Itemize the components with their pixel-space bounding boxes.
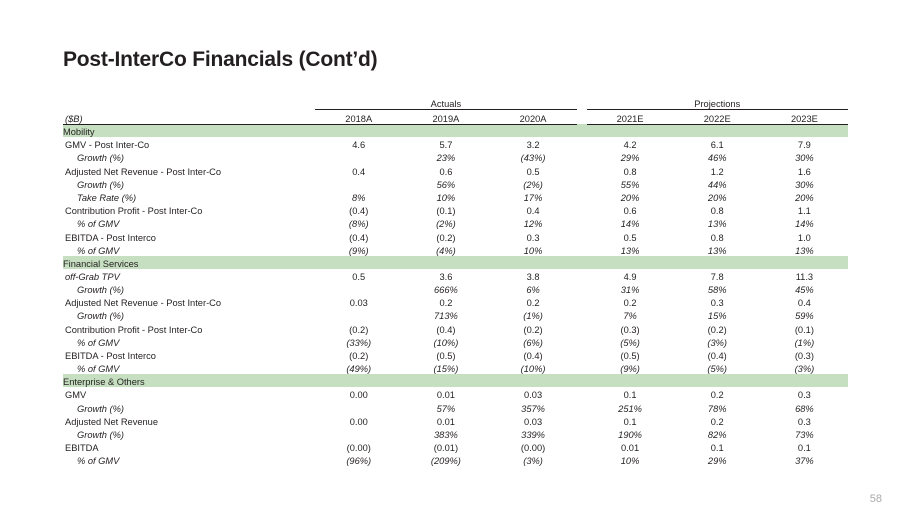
row-cell [315,177,402,190]
section-title: Mobility [63,124,315,137]
row-cell: (9%) [348,245,369,256]
row-gap [577,400,587,413]
group-header-projections: Projections [587,96,849,109]
row-cell: 0.01 [621,443,640,454]
row-cell: 4.9 [623,271,637,282]
row-cell: 6% [526,285,540,296]
row-cell: 20% [707,192,727,203]
row-cell: 10% [620,456,640,467]
row-cell: 713% [434,311,458,322]
table-row [63,335,848,348]
row-label: EBITDA - Post Interco [65,232,156,243]
row-label: Growth (%) [77,311,125,322]
row-cell: 7% [623,311,637,322]
row-cell: 55% [620,179,640,190]
row-cell: 7.8 [710,271,724,282]
row-cell: 8% [352,192,366,203]
table-row [63,137,848,150]
section-fill [490,124,577,137]
section-fill [490,374,577,387]
row-cell: 4.6 [352,140,366,151]
row-label: Growth (%) [77,403,125,414]
row-cell: 10% [436,192,456,203]
table-body [63,96,848,466]
row-cell [315,308,402,321]
row-gap [577,137,587,150]
col-header-2023e: 2023E [761,109,848,124]
row-cell: (2%) [523,179,543,190]
row-cell: (33%) [346,337,372,348]
row-cell: 12% [523,219,543,230]
row-cell: 56% [436,179,456,190]
row-cell: 30% [795,153,814,164]
table-row [63,295,848,308]
row-cell: (0.1) [794,324,814,335]
row-cell: 1.1 [797,206,811,217]
section-fill [577,374,587,387]
row-cell: (2%) [436,219,456,230]
section-fill [674,256,761,269]
row-label: Growth (%) [77,429,125,440]
row-cell: 15% [707,311,727,322]
row-cell: 45% [795,285,814,296]
section-fill [587,374,674,387]
section-header-financial-services [63,256,848,269]
row-label: % of GMV [77,456,120,467]
row-label: Contribution Profit - Post Inter-Co [65,324,203,335]
table-row [63,414,848,427]
row-label: Take Rate (%) [77,192,137,203]
row-label: Adjusted Net Revenue [65,416,159,427]
row-cell: (9%) [620,364,640,375]
row-label: Growth (%) [77,285,125,296]
table-row [63,453,848,466]
row-cell: 0.2 [526,298,540,309]
row-gap [577,216,587,229]
row-cell: 0.2 [710,390,724,401]
column-header-row [63,109,848,124]
row-cell: (0.4) [349,232,369,243]
section-fill [315,124,402,137]
row-gap [577,163,587,176]
row-cell: (1%) [523,311,543,322]
section-header-mobility [63,124,848,137]
row-cell: 0.1 [623,416,637,427]
section-fill [587,256,674,269]
row-cell: (0.3) [620,324,640,335]
row-cell: 0.5 [352,271,366,282]
group-header-spacer [63,96,315,109]
row-cell: (0.00) [520,443,546,454]
col-header-gap [577,109,587,124]
row-cell: 30% [795,179,814,190]
section-fill [761,374,848,387]
table-row [63,308,848,321]
row-cell: (0.5) [436,351,456,361]
row-cell: (43%) [520,153,546,164]
row-gap [577,335,587,348]
row-cell: 58% [707,285,727,296]
row-gap [577,150,587,163]
row-cell: 14% [795,219,814,230]
row-label: % of GMV [77,337,120,348]
row-cell: 357% [521,403,545,414]
row-cell: 0.00 [349,416,368,427]
section-fill [577,256,587,269]
col-header-2021e: 2021E [587,109,674,124]
row-cell: 0.6 [623,206,637,217]
row-label: % of GMV [77,219,120,230]
page-number: 58 [869,493,882,505]
row-cell: 0.8 [710,206,724,217]
row-cell: 0.2 [623,298,637,309]
row-label: % of GMV [77,245,120,256]
row-cell: 0.3 [797,416,811,427]
row-label: % of GMV [77,364,120,375]
row-cell [315,427,402,440]
table-row [63,427,848,440]
table-row [63,216,848,229]
table-row [63,361,848,374]
row-cell: (0.01) [433,443,459,454]
section-fill [587,124,674,137]
row-gap [577,387,587,400]
table-row [63,440,848,453]
row-cell: (0.2) [523,324,543,335]
section-title: Financial Services [63,256,315,269]
row-gap [577,414,587,427]
row-cell: 23% [436,153,456,164]
group-header-actuals: Actuals [315,96,576,109]
row-cell: 0.03 [524,390,543,401]
row-cell: (10%) [520,364,546,375]
row-cell: 1.2 [710,166,724,177]
row-label: EBITDA - Post Interco [65,351,156,361]
row-cell: (3%) [794,364,815,375]
col-header-2019a: 2019A [402,109,489,124]
row-cell: (10%) [433,337,459,348]
row-cell: 13% [707,245,727,256]
row-cell: 0.2 [439,298,453,309]
row-label: GMV - Post Inter-Co [65,140,150,151]
row-cell: 0.3 [710,298,724,309]
table-row [63,150,848,163]
financials-table-container [63,96,848,466]
section-fill [315,374,402,387]
row-cell [315,150,402,163]
row-cell: 82% [707,429,727,440]
table-row [63,163,848,176]
row-cell: 190% [618,429,642,440]
section-fill [577,124,587,137]
section-header-enterprise-others [63,374,848,387]
row-gap [577,282,587,295]
row-label: GMV [65,390,87,401]
row-cell: 5.7 [439,140,453,151]
row-cell: 6.1 [710,140,724,151]
row-cell: 44% [707,179,727,190]
table-row [63,387,848,400]
row-cell: (3%) [707,337,728,348]
row-label: Adjusted Net Revenue - Post Inter-Co [65,298,222,309]
row-cell: 0.1 [797,443,811,454]
col-header-2022e: 2022E [674,109,761,124]
row-label: Growth (%) [77,179,125,190]
row-cell: 4.2 [623,140,637,151]
row-cell: (0.2) [707,324,727,335]
row-label: Adjusted Net Revenue - Post Inter-Co [65,166,222,177]
row-cell: 20% [620,192,640,203]
row-label: off-Grab TPV [65,271,120,282]
row-cell: (8%) [348,219,369,230]
section-fill [674,374,761,387]
row-cell: 13% [795,245,814,256]
row-cell: 78% [707,403,727,414]
row-cell: 0.8 [623,166,637,177]
section-fill [761,256,848,269]
financials-table [63,96,848,466]
row-cell: 0.4 [352,166,366,177]
row-cell: 3.2 [526,140,540,151]
row-gap [577,295,587,308]
row-cell: 0.4 [526,206,540,217]
row-cell: 13% [620,245,640,256]
row-label: Contribution Profit - Post Inter-Co [65,206,203,217]
col-header-2018a: 2018A [315,109,402,124]
table-row [63,203,848,216]
row-cell: 31% [620,285,640,296]
row-gap [577,427,587,440]
row-label: EBITDA [65,443,99,454]
section-fill [315,256,402,269]
row-cell: 0.5 [526,166,540,177]
row-cell: 10% [523,245,543,256]
row-gap [577,348,587,361]
row-gap [577,190,587,203]
row-cell [315,282,402,295]
row-cell: 3.8 [526,271,540,282]
section-fill [761,124,848,137]
row-cell: (0.4) [349,206,369,217]
row-cell: (96%) [346,456,372,467]
row-cell: 0.3 [526,232,540,243]
row-cell: 29% [707,456,727,467]
table-row [63,177,848,190]
row-cell: 339% [521,429,545,440]
row-cell: 0.03 [524,416,543,427]
row-cell [315,400,402,413]
row-cell: (1%) [794,337,815,348]
row-cell: 0.2 [710,416,724,427]
row-cell: 73% [795,429,814,440]
row-cell: (0.4) [436,324,456,335]
row-cell: (0.3) [794,351,814,361]
row-cell: (4%) [436,245,456,256]
row-cell: 1.6 [797,166,811,177]
row-gap [577,361,587,374]
row-cell: 666% [434,285,458,296]
group-header-gap [577,96,587,109]
row-cell: 7.9 [797,140,811,151]
row-cell: (49%) [346,364,372,375]
row-cell: 57% [436,403,456,414]
row-gap [577,453,587,466]
section-fill [490,256,577,269]
row-cell: (0.00) [346,443,371,454]
row-cell: 0.01 [436,390,455,401]
row-cell: 68% [795,403,814,414]
row-cell: 0.4 [797,298,811,309]
row-cell: (0.5) [620,351,640,361]
table-row [63,243,848,256]
row-cell: 59% [795,311,814,322]
row-cell: (6%) [523,337,543,348]
row-cell: 13% [707,219,727,230]
row-cell: (0.2) [349,351,369,361]
row-gap [577,229,587,242]
row-gap [577,440,587,453]
row-cell: 17% [523,192,543,203]
row-gap [577,243,587,256]
row-cell: (0.2) [349,324,369,335]
row-cell: 37% [795,456,814,467]
table-row [63,400,848,413]
units-label: ($B) [63,109,315,124]
row-cell: (209%) [430,456,461,467]
row-cell: (0.4) [707,351,727,361]
row-label: Growth (%) [77,153,125,164]
row-gap [577,321,587,334]
section-fill [402,256,489,269]
table-row [63,229,848,242]
section-fill [674,124,761,137]
row-cell: 383% [434,429,458,440]
row-cell: 0.8 [710,232,724,243]
table-row [63,269,848,282]
row-cell: 46% [707,153,727,164]
row-cell: (15%) [433,364,459,375]
row-cell: 0.5 [623,232,637,243]
row-cell: 0.03 [349,298,368,309]
row-gap [577,203,587,216]
row-cell: 3.6 [439,271,453,282]
row-cell: (0.1) [436,206,456,217]
row-cell: 0.1 [623,390,637,401]
row-cell: 20% [795,192,814,203]
group-header-row [63,96,848,109]
table-row [63,282,848,295]
row-cell: 251% [618,403,642,414]
row-cell: 0.01 [436,416,455,427]
table-row [63,321,848,334]
row-gap [577,177,587,190]
row-cell: 11.3 [795,271,814,282]
row-cell: (5%) [707,364,728,375]
row-cell: 0.1 [710,443,724,454]
section-fill [402,124,489,137]
table-row [63,190,848,203]
section-fill [402,374,489,387]
row-gap [577,269,587,282]
row-cell: 14% [620,219,640,230]
page-title: Post-InterCo Financials (Cont’d) [63,48,378,71]
col-header-2020a: 2020A [490,109,577,124]
table-row [63,348,848,361]
section-title: Enterprise & Others [63,374,315,387]
row-cell: 1.0 [797,232,811,243]
row-cell: 0.6 [439,166,453,177]
row-cell: 0.00 [349,390,368,401]
row-cell: 29% [620,153,640,164]
row-cell: (3%) [523,456,543,467]
row-cell: (0.2) [436,232,456,243]
row-gap [577,308,587,321]
row-cell: (5%) [620,337,640,348]
row-cell: 0.3 [797,390,811,401]
row-cell: (0.4) [523,351,543,361]
